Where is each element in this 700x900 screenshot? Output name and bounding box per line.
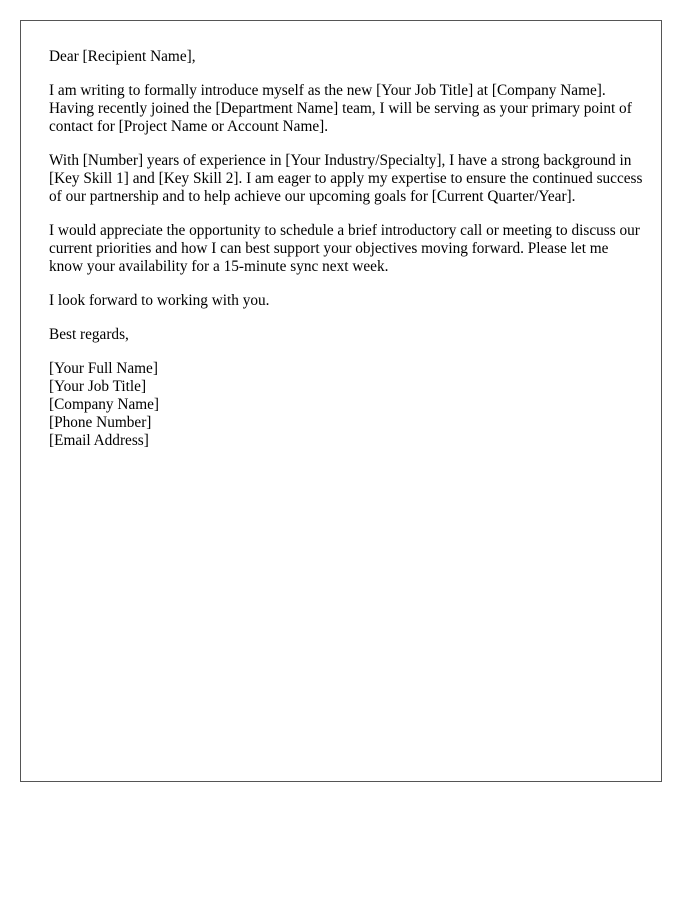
letter-paragraph-closing-line: I look forward to working with you.: [49, 292, 270, 309]
letter-closing: Best regards,: [49, 326, 129, 343]
signature-block: [49, 360, 644, 450]
letter-paragraph-introduction: I am writing to formally introduce myself as the new [Your Job Title] at [Company Name]. Having recently joined the [Department Name] team, I will be serving as your primary point of contact for [Project Name or Account Name].: [49, 82, 632, 135]
letter-page: [20, 20, 662, 782]
signature-company-name: [Company Name]: [49, 396, 160, 413]
letter-paragraph-meeting-request: I would appreciate the opportunity to schedule a brief introductory call or meeting to discuss our current priorities and how I can best support your objectives moving forward. Please let me know your availability for a 15-minute sync next week.: [49, 222, 640, 275]
signature-phone-number: [Phone Number]: [49, 414, 152, 431]
letter-greeting: Dear [Recipient Name],: [49, 48, 196, 65]
signature-job-title: [Your Job Title]: [49, 378, 147, 395]
signature-email-address: [Email Address]: [49, 432, 149, 449]
letter-body: [49, 48, 644, 450]
letter-paragraph-experience: With [Number] years of experience in [Your Industry/Specialty], I have a strong background in [Key Skill 1] and [Key Skill 2]. I am eager to apply my expertise to ensure the continued success of our partnership and to help achieve our upcoming goals for [Current Quarter/Year].: [49, 152, 643, 205]
signature-full-name: [Your Full Name]: [49, 360, 158, 377]
